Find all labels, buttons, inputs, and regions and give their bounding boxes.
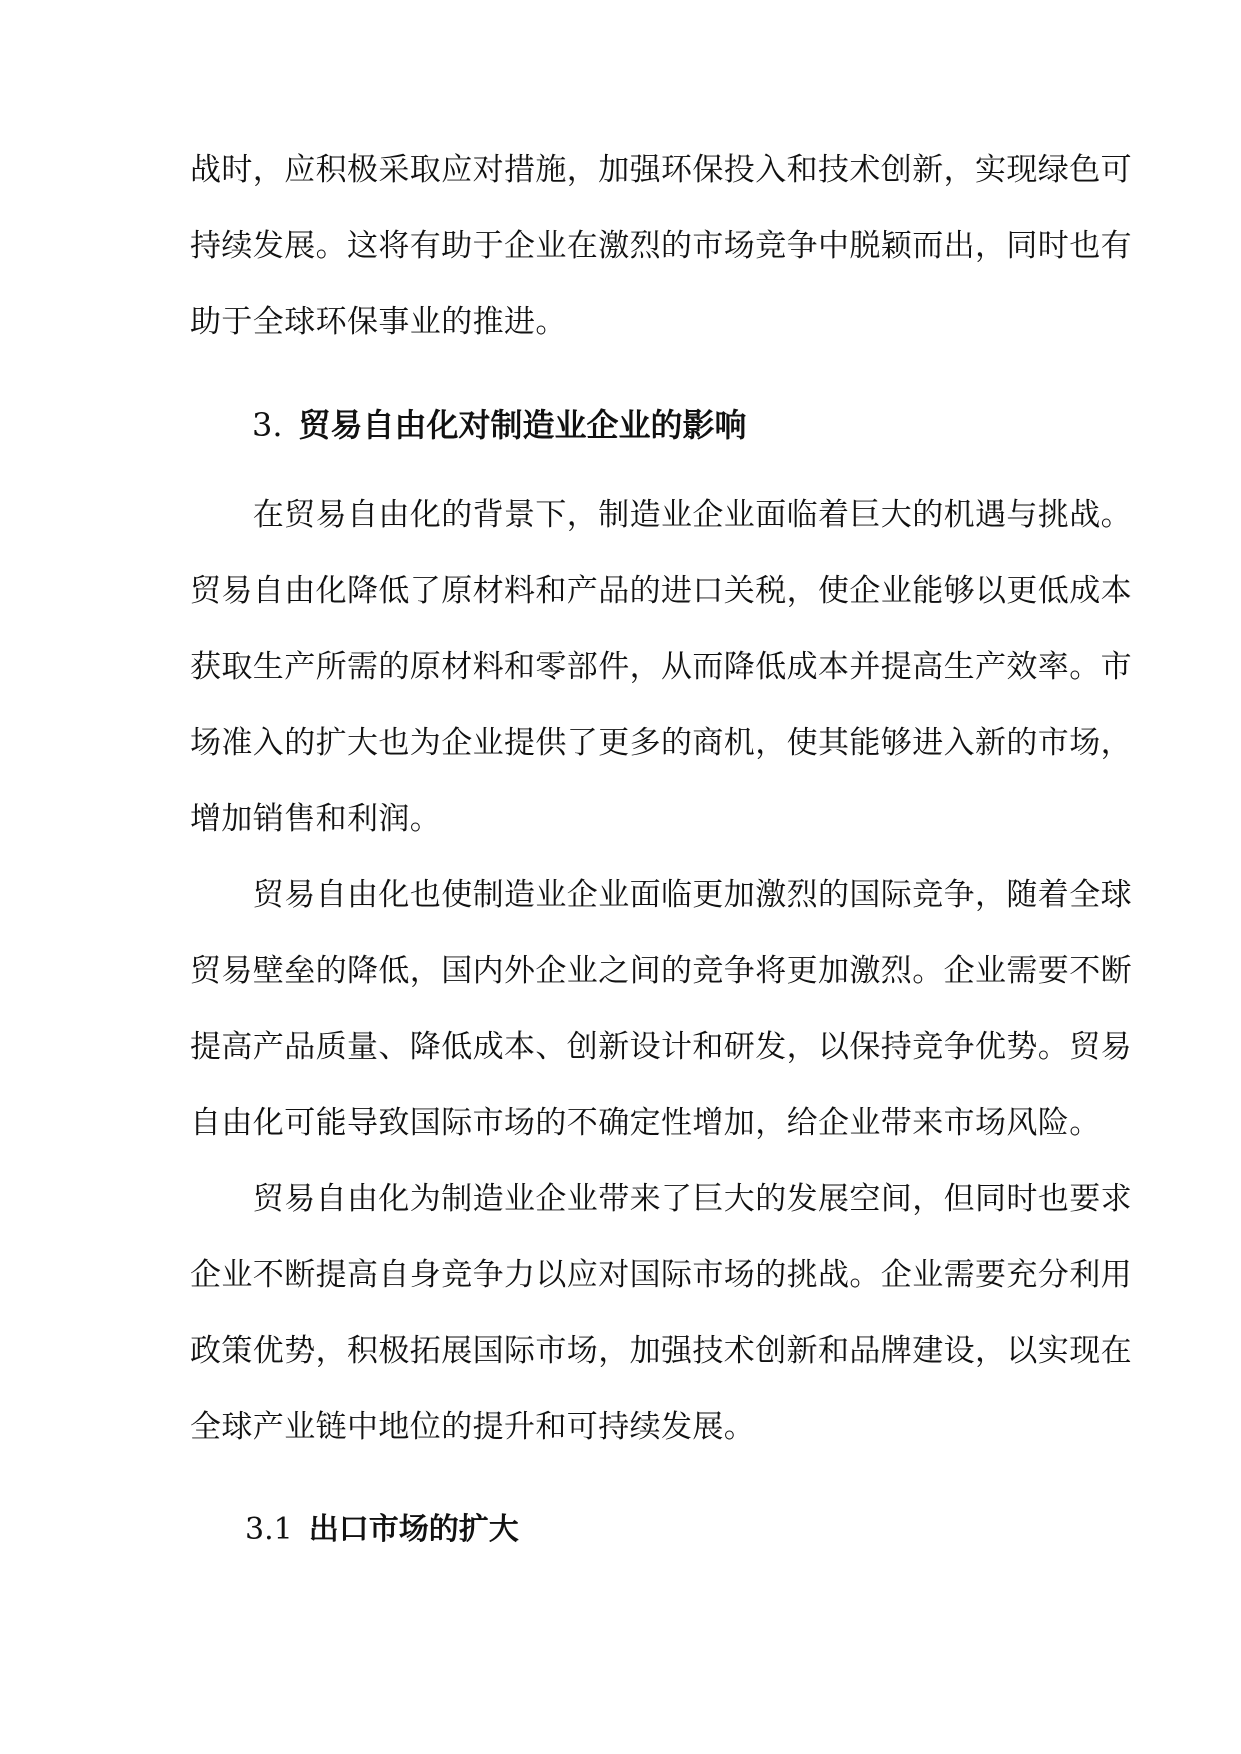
section-heading-3-1 (245, 1510, 519, 1550)
text-line: 战时，应积极采取应对措施，加强环保投入和技术创新，实现绿色可 (190, 152, 1132, 188)
text-line: 企业不断提高自身竞争力以应对国际市场的挑战。企业需要充分利用 (190, 1257, 1132, 1293)
text-line: 提高产品质量、降低成本、创新设计和研发，以保持竞争优势。贸易 (190, 1029, 1132, 1065)
section-title: 贸易自由化对制造业企业的影响 (298, 406, 747, 444)
text-line: 助于全球环保事业的推进。 (190, 304, 567, 340)
section-heading-3 (252, 405, 747, 445)
section-title: 出口市场的扩大 (308, 1512, 519, 1547)
text-line: 贸易自由化也使制造业企业面临更加激烈的国际竞争，随着全球 (190, 877, 1132, 913)
text-line: 自由化可能导致国际市场的不确定性增加，给企业带来市场风险。 (190, 1105, 1101, 1141)
text-line: 全球产业链中地位的提升和可持续发展。 (190, 1409, 756, 1445)
text-line: 贸易壁垒的降低，国内外企业之间的竞争将更加激烈。企业需要不断 (190, 953, 1132, 989)
text-line: 场准入的扩大也为企业提供了更多的商机，使其能够进入新的市场， (190, 725, 1132, 761)
text-line: 在贸易自由化的背景下，制造业企业面临着巨大的机遇与挑战。 (190, 497, 1132, 533)
text-line: 贸易自由化降低了原材料和产品的进口关税，使企业能够以更低成本 (190, 573, 1132, 609)
section-number: 3.1 (245, 1512, 293, 1547)
text-line: 获取生产所需的原材料和零部件，从而降低成本并提高生产效率。市 (190, 649, 1132, 685)
section-number: 3. (252, 406, 283, 444)
text-line: 政策优势，积极拓展国际市场，加强技术创新和品牌建设，以实现在 (190, 1333, 1132, 1369)
text-line: 贸易自由化为制造业企业带来了巨大的发展空间，但同时也要求 (190, 1181, 1132, 1217)
text-line: 增加销售和利润。 (190, 801, 442, 837)
text-line: 持续发展。这将有助于企业在激烈的市场竞争中脱颖而出，同时也有 (190, 228, 1132, 264)
